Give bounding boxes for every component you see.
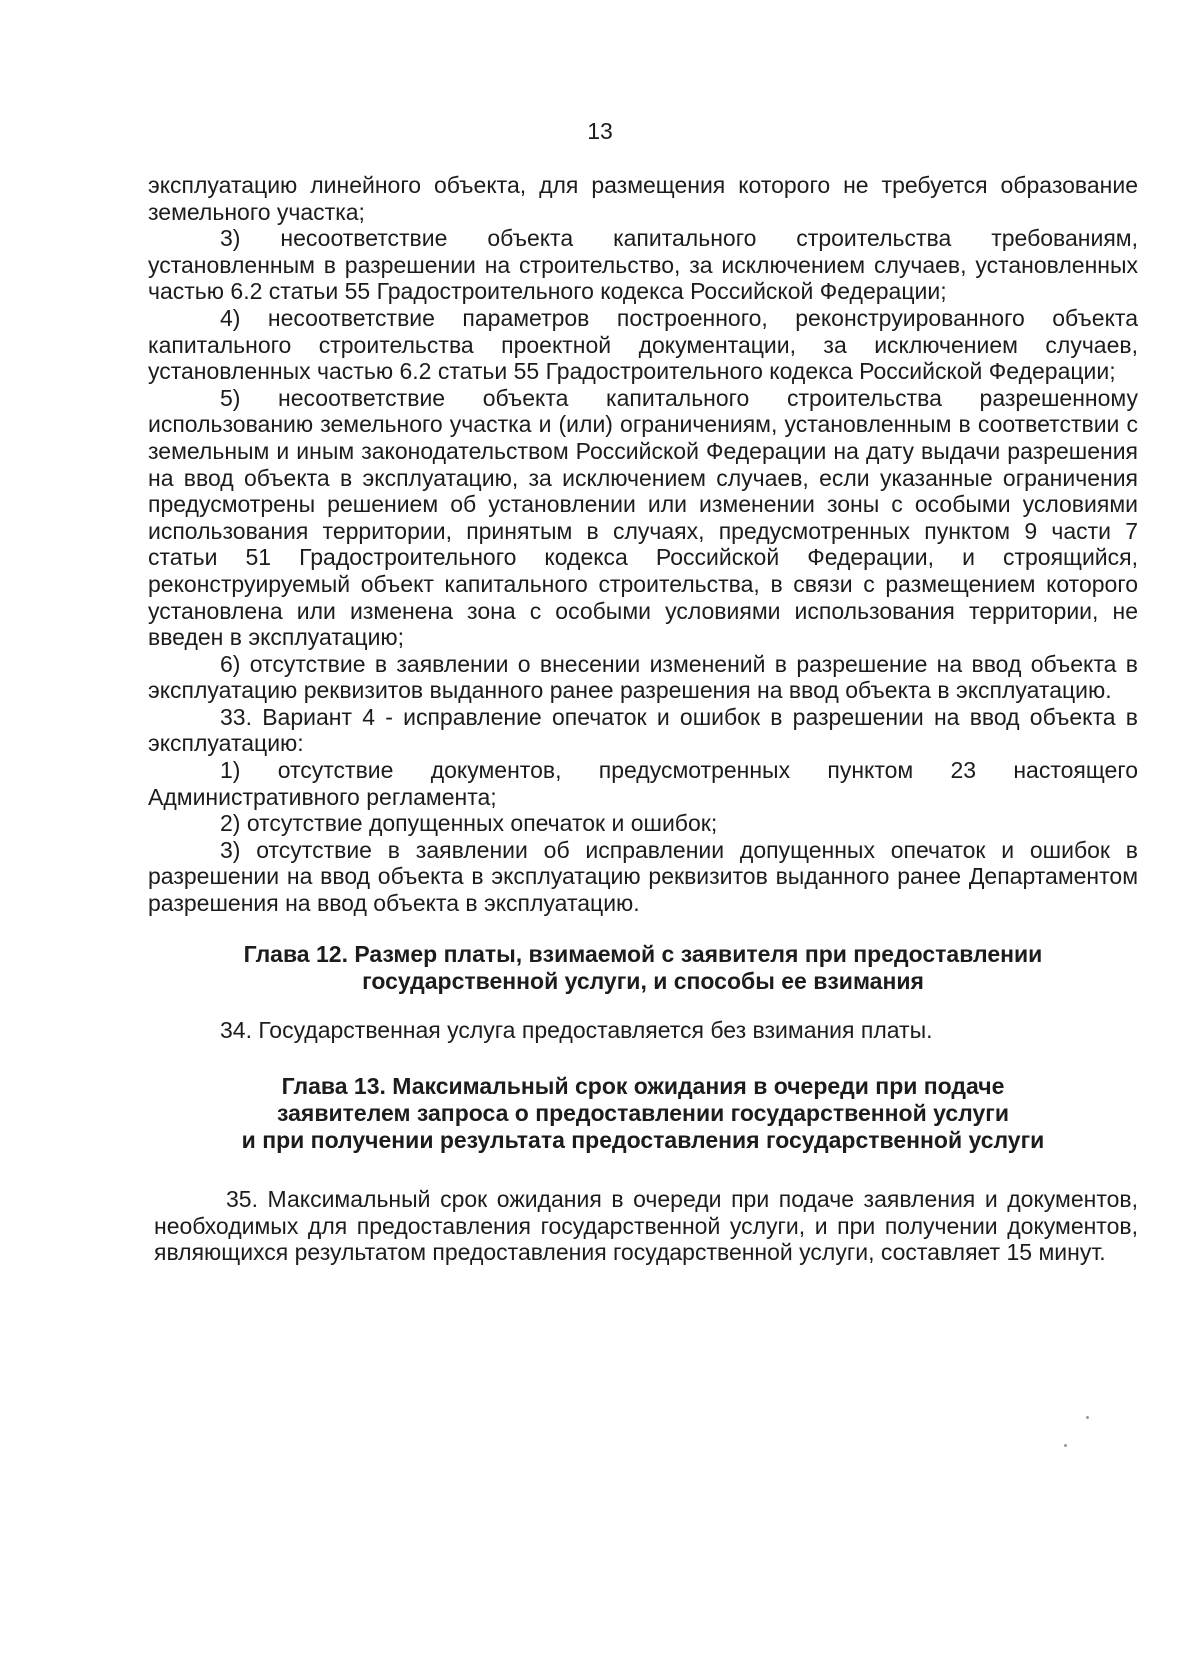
paragraph-34: 34. Государственная услуга предоставляется без взимания платы. [220,1016,933,1043]
page-number: 13 [587,118,613,144]
chapter-12-heading [148,941,1138,995]
paragraph-item-3: 3) несоответствие объекта капитального строительства требованиям, установленным в разрешении на строительство, за исключением случаев, установленных частью 6.2 статьи 55 Градостроительного кодекса Российской Федерации; [148,225,1138,305]
paragraph-35: 35. Максимальный срок ожидания в очереди при подаче заявления и документов, необходимых для предоставления государственной услуги, и при получении документов, являющихся результатом предоставления государственной услуги, составляет 15 минут. [154,1186,1138,1266]
chapter-13-heading-line-2: заявителем запроса о предоставлении государственной услуги [277,1100,1009,1127]
chapter-13-heading [148,1073,1138,1154]
paragraph-continuation: эксплуатацию линейного объекта, для размещения которого не требуется образование земельного участка; [148,172,1138,225]
paragraph-item-5: 5) несоответствие объекта капитального строительства разрешенному использованию земельного участка и (или) ограничениям, установленным в соответствии с земельным и иным законодательством Российской Федерации на дату выдачи разрешения на ввод объекта в эксплуатацию, за исключением случаев, если указанные ограничения предусмотрены решением об установлении или изменении зоны с особыми условиями использования территории, принятым в случаях, предусмотренных пунктом 9 части 7 статьи 51 Градостроительного кодекса Российской Федерации, и строящийся, реконструируемый объект капитального строительства, в связи с размещением которого установлена или изменена зона с особыми условиями использования территории, не введен в эксплуатацию; [148,384,1138,651]
scan-speck [1064,1444,1067,1447]
document-body [148,172,1138,1266]
paragraph-33-item-1: 1) отсутствие документов, предусмотренных пунктом 23 настоящего Административного регламента; [148,757,1138,810]
paragraph-item-6: 6) отсутствие в заявлении о внесении изменений в разрешение на ввод объекта в эксплуатацию реквизитов выданного ранее разрешения на ввод объекта в эксплуатацию. [148,650,1138,704]
chapter-13-heading-line-3: и при получении результата предоставления государственной услуги [241,1127,1045,1154]
paragraph-33: 33. Вариант 4 - исправление опечаток и ошибок в разрешении на ввод объекта в эксплуатацию: [148,703,1138,757]
chapter-12-heading-line-1: Глава 12. Размер платы, взимаемой с заявителя при предоставлении [243,940,1043,967]
scan-speck [1086,1416,1089,1419]
chapter-13-heading-line-1: Глава 13. Максимальный срок ожидания в очереди при подаче [281,1073,1005,1100]
paragraph-33-item-3: 3) отсутствие в заявлении об исправлении допущенных опечаток и ошибок в разрешении на ввод объекта в эксплуатацию реквизитов выданного ранее Департаментом разрешения на ввод объекта в эксплуатацию. [148,836,1138,917]
chapter-12-heading-line-2: государственной услуги, и способы ее взимания [362,967,924,994]
paragraph-33-item-2: 2) отсутствие допущенных опечаток и ошибок; [220,810,718,837]
paragraph-item-4: 4) несоответствие параметров построенного, реконструированного объекта капитального строительства проектной документации, за исключением случаев, установленных частью 6.2 статьи 55 Градостроительного кодекса Российской Федерации; [148,304,1138,385]
